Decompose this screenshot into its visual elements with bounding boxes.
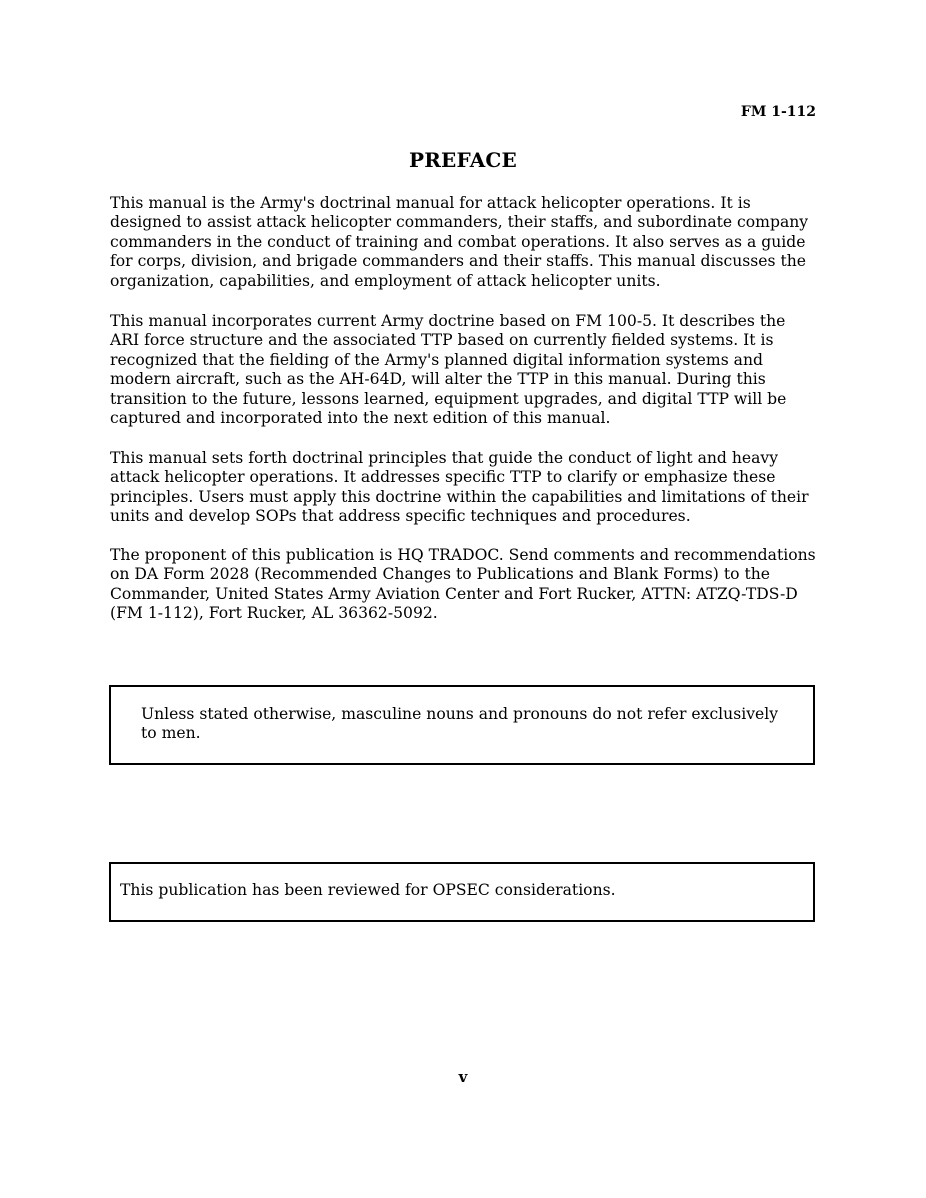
gender-notice-text: Unless stated otherwise, masculine nouns and pronouns do not refer exclusively to men. xyxy=(141,705,779,743)
gender-notice-box xyxy=(109,685,815,765)
paragraph-proponent: The proponent of this publication is HQ TRADOC. Send comments and recommendations on DA Form 2028 (Recommended Changes to Publications and Blank Forms) to the Commander, United States Army Aviation Center and Fort Rucker, ATTN: ATZQ-TDS-D (FM 1-112), Fort Rucker, AL 36362-5092. xyxy=(110,546,816,623)
paragraph-doctrine: This manual incorporates current Army doctrine based on FM 100-5. It describes the ARI force structure and the associated TTP based on currently fielded systems. It is recognized that the fielding of the Army's planned digital information systems and modern aircraft, such as the AH-64D, will alter the TTP in this manual. During this transition to the future, lessons learned, equipment upgrades, and digital TTP will be captured and incorporated into the next edition of this manual. xyxy=(110,312,787,428)
opsec-notice-box xyxy=(109,862,815,922)
page-title: PREFACE xyxy=(408,148,517,172)
opsec-notice-text: This publication has been reviewed for OPSEC considerations. xyxy=(120,881,616,899)
paragraph-purpose: This manual is the Army's doctrinal manual for attack helicopter operations. It is designed to assist attack helicopter commanders, their staffs, and subordinate company commanders in the conduct of training and combat operations. It also serves as a guide for corps, division, and brigade commanders and their staffs. This manual discusses the organization, capabilities, and employment of attack helicopter units. xyxy=(110,194,809,290)
running-head: FM 1-112 xyxy=(740,104,816,120)
page-number: v xyxy=(458,1068,468,1086)
paragraph-principles: This manual sets forth doctrinal principles that guide the conduct of light and heavy attack helicopter operations. It addresses specific TTP to clarify or emphasize these principles. Users must apply this doctrine within the capabilities and limitations of their units and develop SOPs that address specific techniques and procedures. xyxy=(110,449,809,526)
